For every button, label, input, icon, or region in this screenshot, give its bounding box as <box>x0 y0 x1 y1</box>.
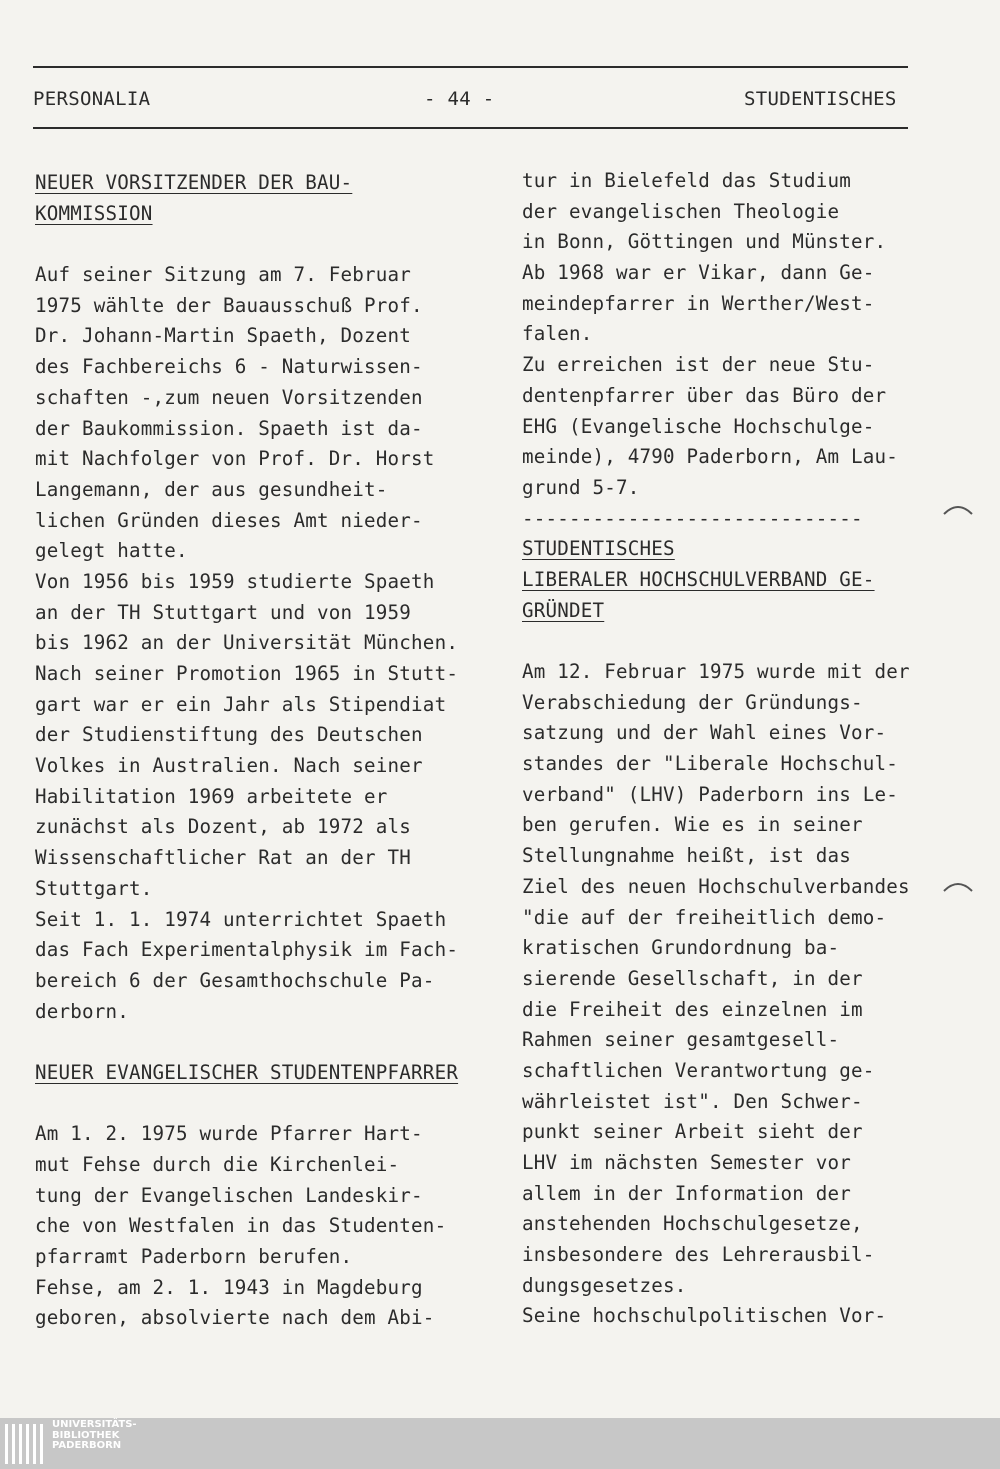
body-text-line: der Baukommission. Spaeth ist da- <box>35 416 423 440</box>
blank-line <box>35 1089 458 1120</box>
body-text-line: ben gerufen. Wie es in seiner <box>522 813 863 837</box>
body-text-line: Nach seiner Promotion 1965 in Stutt- <box>35 662 459 685</box>
body-text-line: schaftlichen Verantwortung ge- <box>522 1058 875 1082</box>
body-text-line: pfarramt Paderborn berufen. <box>35 1245 353 1269</box>
body-text-line: Am 12. Februar 1975 wurde mit der <box>522 660 910 683</box>
body-text-line: standes der "Liberale Hochschul- <box>522 752 899 776</box>
body-text-line: LHV im nächsten Semester vor <box>522 1151 852 1174</box>
section-heading: STUDENTISCHES <box>522 537 675 561</box>
body-text-line: EHG (Evangelische Hochschulge- <box>522 414 875 438</box>
body-text-line: bereich 6 der Gesamthochschule Pa- <box>35 968 435 992</box>
body-text-line: allem in der Information der <box>522 1181 852 1205</box>
header-page-number: - 44 - <box>424 88 495 110</box>
punch-hole-mark <box>940 498 976 528</box>
header-section-right: STUDENTISCHES <box>744 88 897 110</box>
body-text-line: Seine hochschulpolitischen Vor- <box>522 1304 887 1328</box>
section-heading: LIBERALER HOCHSCHULVERBAND GE- <box>522 567 875 591</box>
body-text-line: sierende Gesellschaft, in der <box>522 966 863 990</box>
body-text-line: Zu erreichen ist der neue Stu- <box>522 353 875 377</box>
header-section-left: PERSONALIA <box>33 88 151 110</box>
body-text-line: 1975 wählte der Bauausschuß Prof. <box>35 293 423 317</box>
body-text-line: Am 1. 2. 1975 wurde Pfarrer Hart- <box>35 1122 423 1146</box>
body-text-line: Fehse, am 2. 1. 1943 in Magdeburg <box>35 1275 423 1299</box>
body-text-line: Auf seiner Sitzung am 7. Februar <box>35 263 412 287</box>
body-text-line: mut Fehse durch die Kirchenlei- <box>35 1153 400 1176</box>
body-text-line: "die auf der freiheitlich demo- <box>522 905 887 929</box>
body-text-line: meinde), 4790 Paderborn, Am Lau- <box>522 445 899 469</box>
body-text-line: satzung und der Wahl eines Vor- <box>522 721 887 745</box>
body-text-line: meindepfarrer in Werther/West- <box>522 291 875 315</box>
body-text-line: Habilitation 1969 arbeitete er <box>35 784 388 808</box>
body-text-line: in Bonn, Göttingen und Münster. <box>522 230 887 254</box>
body-text-line: gelegt hatte. <box>35 539 188 563</box>
section-heading: NEUER VORSITZENDER DER BAU- <box>35 171 353 194</box>
blank-line <box>35 1027 458 1058</box>
body-text-line: mit Nachfolger von Prof. Dr. Horst <box>35 447 435 471</box>
body-text-line: der Studienstiftung des Deutschen <box>35 723 423 747</box>
body-text-line: bis 1962 an der Universität München. <box>35 631 459 655</box>
logo-line: PADERBORN <box>52 1440 122 1451</box>
library-logo-icon <box>4 1422 46 1466</box>
body-text-line: Ab 1968 war er Vikar, dann Ge- <box>522 261 875 285</box>
section-heading: GRÜNDET <box>522 598 605 622</box>
body-text-line: währleistet ist". Den Schwer- <box>522 1089 863 1113</box>
body-text-line: tung der Evangelischen Landeskir- <box>35 1183 423 1207</box>
punch-hole-mark <box>940 875 976 905</box>
logo-line: BIBLIOTHEK <box>52 1429 120 1441</box>
body-text-line: an der TH Stuttgart und von 1959 <box>35 600 412 624</box>
body-text-line: Volkes in Australien. Nach seiner <box>35 754 423 778</box>
section-heading: NEUER EVANGELISCHER STUDENTENPFARRER <box>35 1060 459 1084</box>
library-logo-text <box>52 1420 137 1452</box>
body-text-line: dungsgesetzes. <box>522 1273 687 1297</box>
left-column <box>35 168 458 1334</box>
body-text-line: Von 1956 bis 1959 studierte Spaeth <box>35 569 435 593</box>
body-text-line: Verabschiedung der Gründungs- <box>522 690 863 714</box>
logo-line: UNIVERSITÄTS- <box>52 1419 137 1430</box>
body-text-line: schaften -,zum neuen Vorsitzenden <box>35 385 423 409</box>
blank-line <box>35 229 458 260</box>
right-column <box>522 166 910 1332</box>
body-text-line: Seit 1. 1. 1974 unterrichtet Spaeth <box>35 907 447 931</box>
body-text-line: der evangelischen Theologie <box>522 199 840 223</box>
body-text-line: grund 5-7. <box>522 475 640 499</box>
body-text-line: anstehenden Hochschulgesetze, <box>522 1212 863 1236</box>
body-text-line: insbesondere des Lehrerausbil- <box>522 1243 875 1267</box>
body-text-line: Stuttgart. <box>35 876 153 900</box>
body-text-line: zunächst als Dozent, ab 1972 als <box>35 815 412 839</box>
body-text-line: Wissenschaftlicher Rat an der TH <box>35 846 412 870</box>
body-text-line: verband" (LHV) Paderborn ins Le- <box>522 782 899 806</box>
body-text-line: Dr. Johann-Martin Spaeth, Dozent <box>35 324 412 348</box>
body-text-line: Stellungnahme heißt, ist das <box>522 844 852 868</box>
body-text-line: das Fach Experimentalphysik im Fach- <box>35 938 459 962</box>
section-heading: KOMMISSION <box>35 201 153 225</box>
body-text-line: punkt seiner Arbeit sieht der <box>522 1120 863 1144</box>
body-text-line: tur in Bielefeld das Studium <box>522 169 852 192</box>
body-text-line: lichen Gründen dieses Amt nieder- <box>35 508 423 532</box>
body-text-line: des Fachbereichs 6 - Naturwissen- <box>35 355 423 379</box>
blank-line <box>522 626 910 657</box>
body-text-line: kratischen Grundordnung ba- <box>522 936 840 960</box>
body-text-line: ----------------------------- <box>522 506 863 530</box>
body-text-line: dentenpfarrer über das Büro der <box>522 383 887 407</box>
library-footer-bar <box>0 1418 1000 1469</box>
body-text-line: geboren, absolvierte nach dem Abi- <box>35 1306 435 1330</box>
body-text-line: che von Westfalen in das Studenten- <box>35 1214 447 1238</box>
header-bottom-rule <box>33 127 908 129</box>
header-top-rule <box>33 66 908 68</box>
body-text-line: Langemann, der aus gesundheit- <box>35 477 388 501</box>
body-text-line: gart war er ein Jahr als Stipendiat <box>35 692 447 716</box>
body-text-line: Rahmen seiner gesamtgesell- <box>522 1028 840 1052</box>
body-text-line: die Freiheit des einzelnen im <box>522 997 863 1021</box>
body-text-line: Ziel des neuen Hochschulverbandes <box>522 874 910 898</box>
body-text-line: falen. <box>522 322 593 346</box>
body-text-line: derborn. <box>35 999 130 1023</box>
